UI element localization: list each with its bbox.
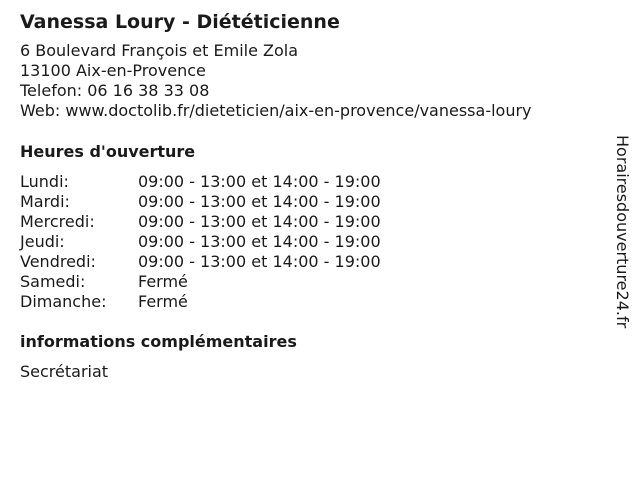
hours-time: 09:00 - 13:00 et 14:00 - 19:00 xyxy=(138,252,381,271)
hours-heading: Heures d'ouverture xyxy=(20,142,196,161)
hours-day: Lundi: xyxy=(20,172,69,191)
hours-time: 09:00 - 13:00 et 14:00 - 19:00 xyxy=(138,232,381,251)
site-watermark: Horairesdouverture24.fr xyxy=(613,135,632,329)
hours-row-sunday xyxy=(20,292,600,312)
business-card xyxy=(20,10,600,382)
hours-day: Samedi: xyxy=(20,272,86,291)
hours-row-wednesday xyxy=(20,212,600,232)
hours-row-friday xyxy=(20,252,600,272)
info-text: Secrétariat xyxy=(20,362,109,381)
hours-row-thursday xyxy=(20,232,600,252)
city-postcode: 13100 Aix-en-Provence xyxy=(20,61,206,80)
hours-day: Mardi: xyxy=(20,192,70,211)
hours-day: Vendredi: xyxy=(20,252,96,271)
street-address: 6 Boulevard François et Emile Zola xyxy=(20,41,299,60)
business-title: Vanessa Loury - Diététicienne xyxy=(20,11,340,33)
hours-row-monday xyxy=(20,172,600,192)
hours-time: Fermé xyxy=(138,292,188,311)
address-block xyxy=(20,41,600,121)
hours-row-saturday xyxy=(20,272,600,292)
hours-row-tuesday xyxy=(20,192,600,212)
hours-time: 09:00 - 13:00 et 14:00 - 19:00 xyxy=(138,212,381,231)
hours-table xyxy=(20,172,600,312)
hours-day: Jeudi: xyxy=(20,232,65,251)
hours-day: Mercredi: xyxy=(20,212,95,231)
hours-time: Fermé xyxy=(138,272,188,291)
hours-time: 09:00 - 13:00 et 14:00 - 19:00 xyxy=(138,172,381,191)
phone-number: Telefon: 06 16 38 33 08 xyxy=(20,81,210,100)
hours-time: 09:00 - 13:00 et 14:00 - 19:00 xyxy=(138,192,381,211)
website-url: Web: www.doctolib.fr/dieteticien/aix-en-provence/vanessa-loury xyxy=(20,101,532,120)
info-heading: informations complémentaires xyxy=(20,332,297,351)
hours-day: Dimanche: xyxy=(20,292,107,311)
